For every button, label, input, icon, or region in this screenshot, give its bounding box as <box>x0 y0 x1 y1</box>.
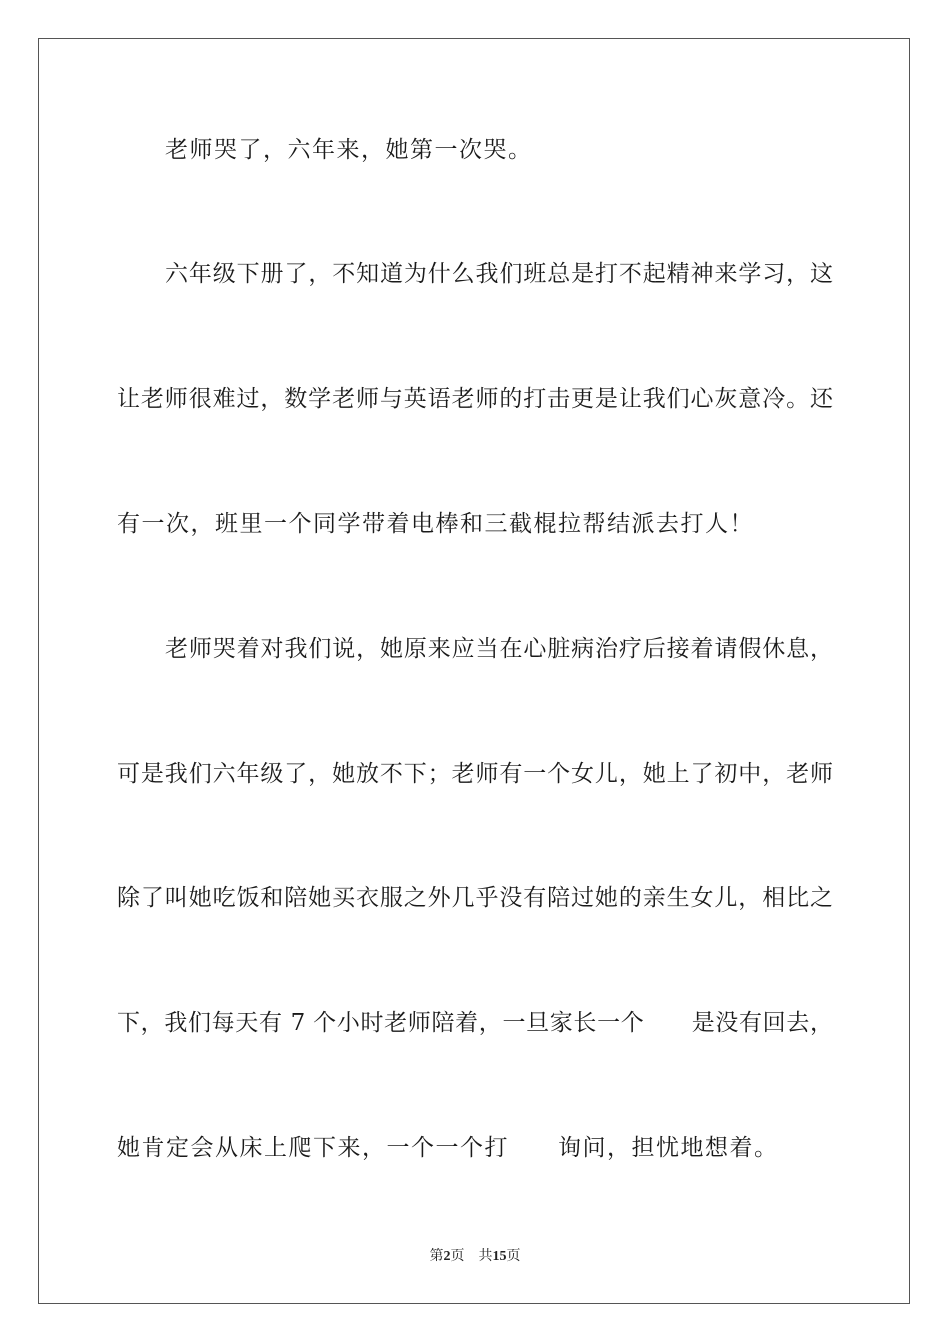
paragraph-line: 除了叫她吃饭和陪她买衣服之外几乎没有陪过她的亲生女儿，相比之 <box>117 885 833 911</box>
paragraph-line: 六年级下册了，不知道为什么我们班总是打不起精神来学习，这 <box>165 261 833 287</box>
paragraph-line: 下，我们每天有 7 个小时老师陪着，一旦家长一个 是没有回去， <box>117 1010 833 1036</box>
paragraph-line: 有一次，班里一个同学带着电棒和三截棍拉帮结派去打人！ <box>117 511 754 537</box>
paragraph-line: 老师哭了，六年来，她第一次哭。 <box>165 137 533 163</box>
paragraph-line: 她肯定会从床上爬下来，一个一个打 询问，担忧地想着。 <box>117 1135 779 1161</box>
page-footer <box>0 1247 950 1266</box>
page-border <box>38 38 910 1304</box>
total-pages: 15 <box>492 1249 507 1264</box>
total-suffix: 页 <box>506 1248 521 1264</box>
page-suffix: 页 <box>450 1248 465 1264</box>
page-prefix: 第 <box>429 1248 444 1264</box>
paragraph-line: 让老师很难过，数学老师与英语老师的打击更是让我们心灰意冷。还 <box>117 386 833 412</box>
total-prefix: 共 <box>478 1248 493 1264</box>
paragraph-line: 可是我们六年级了，她放不下；老师有一个女儿，她上了初中，老师 <box>117 761 833 787</box>
paragraph-line: 老师哭着对我们说，她原来应当在心脏病治疗后接着请假休息， <box>165 636 833 662</box>
page-number: 2 <box>443 1249 451 1264</box>
